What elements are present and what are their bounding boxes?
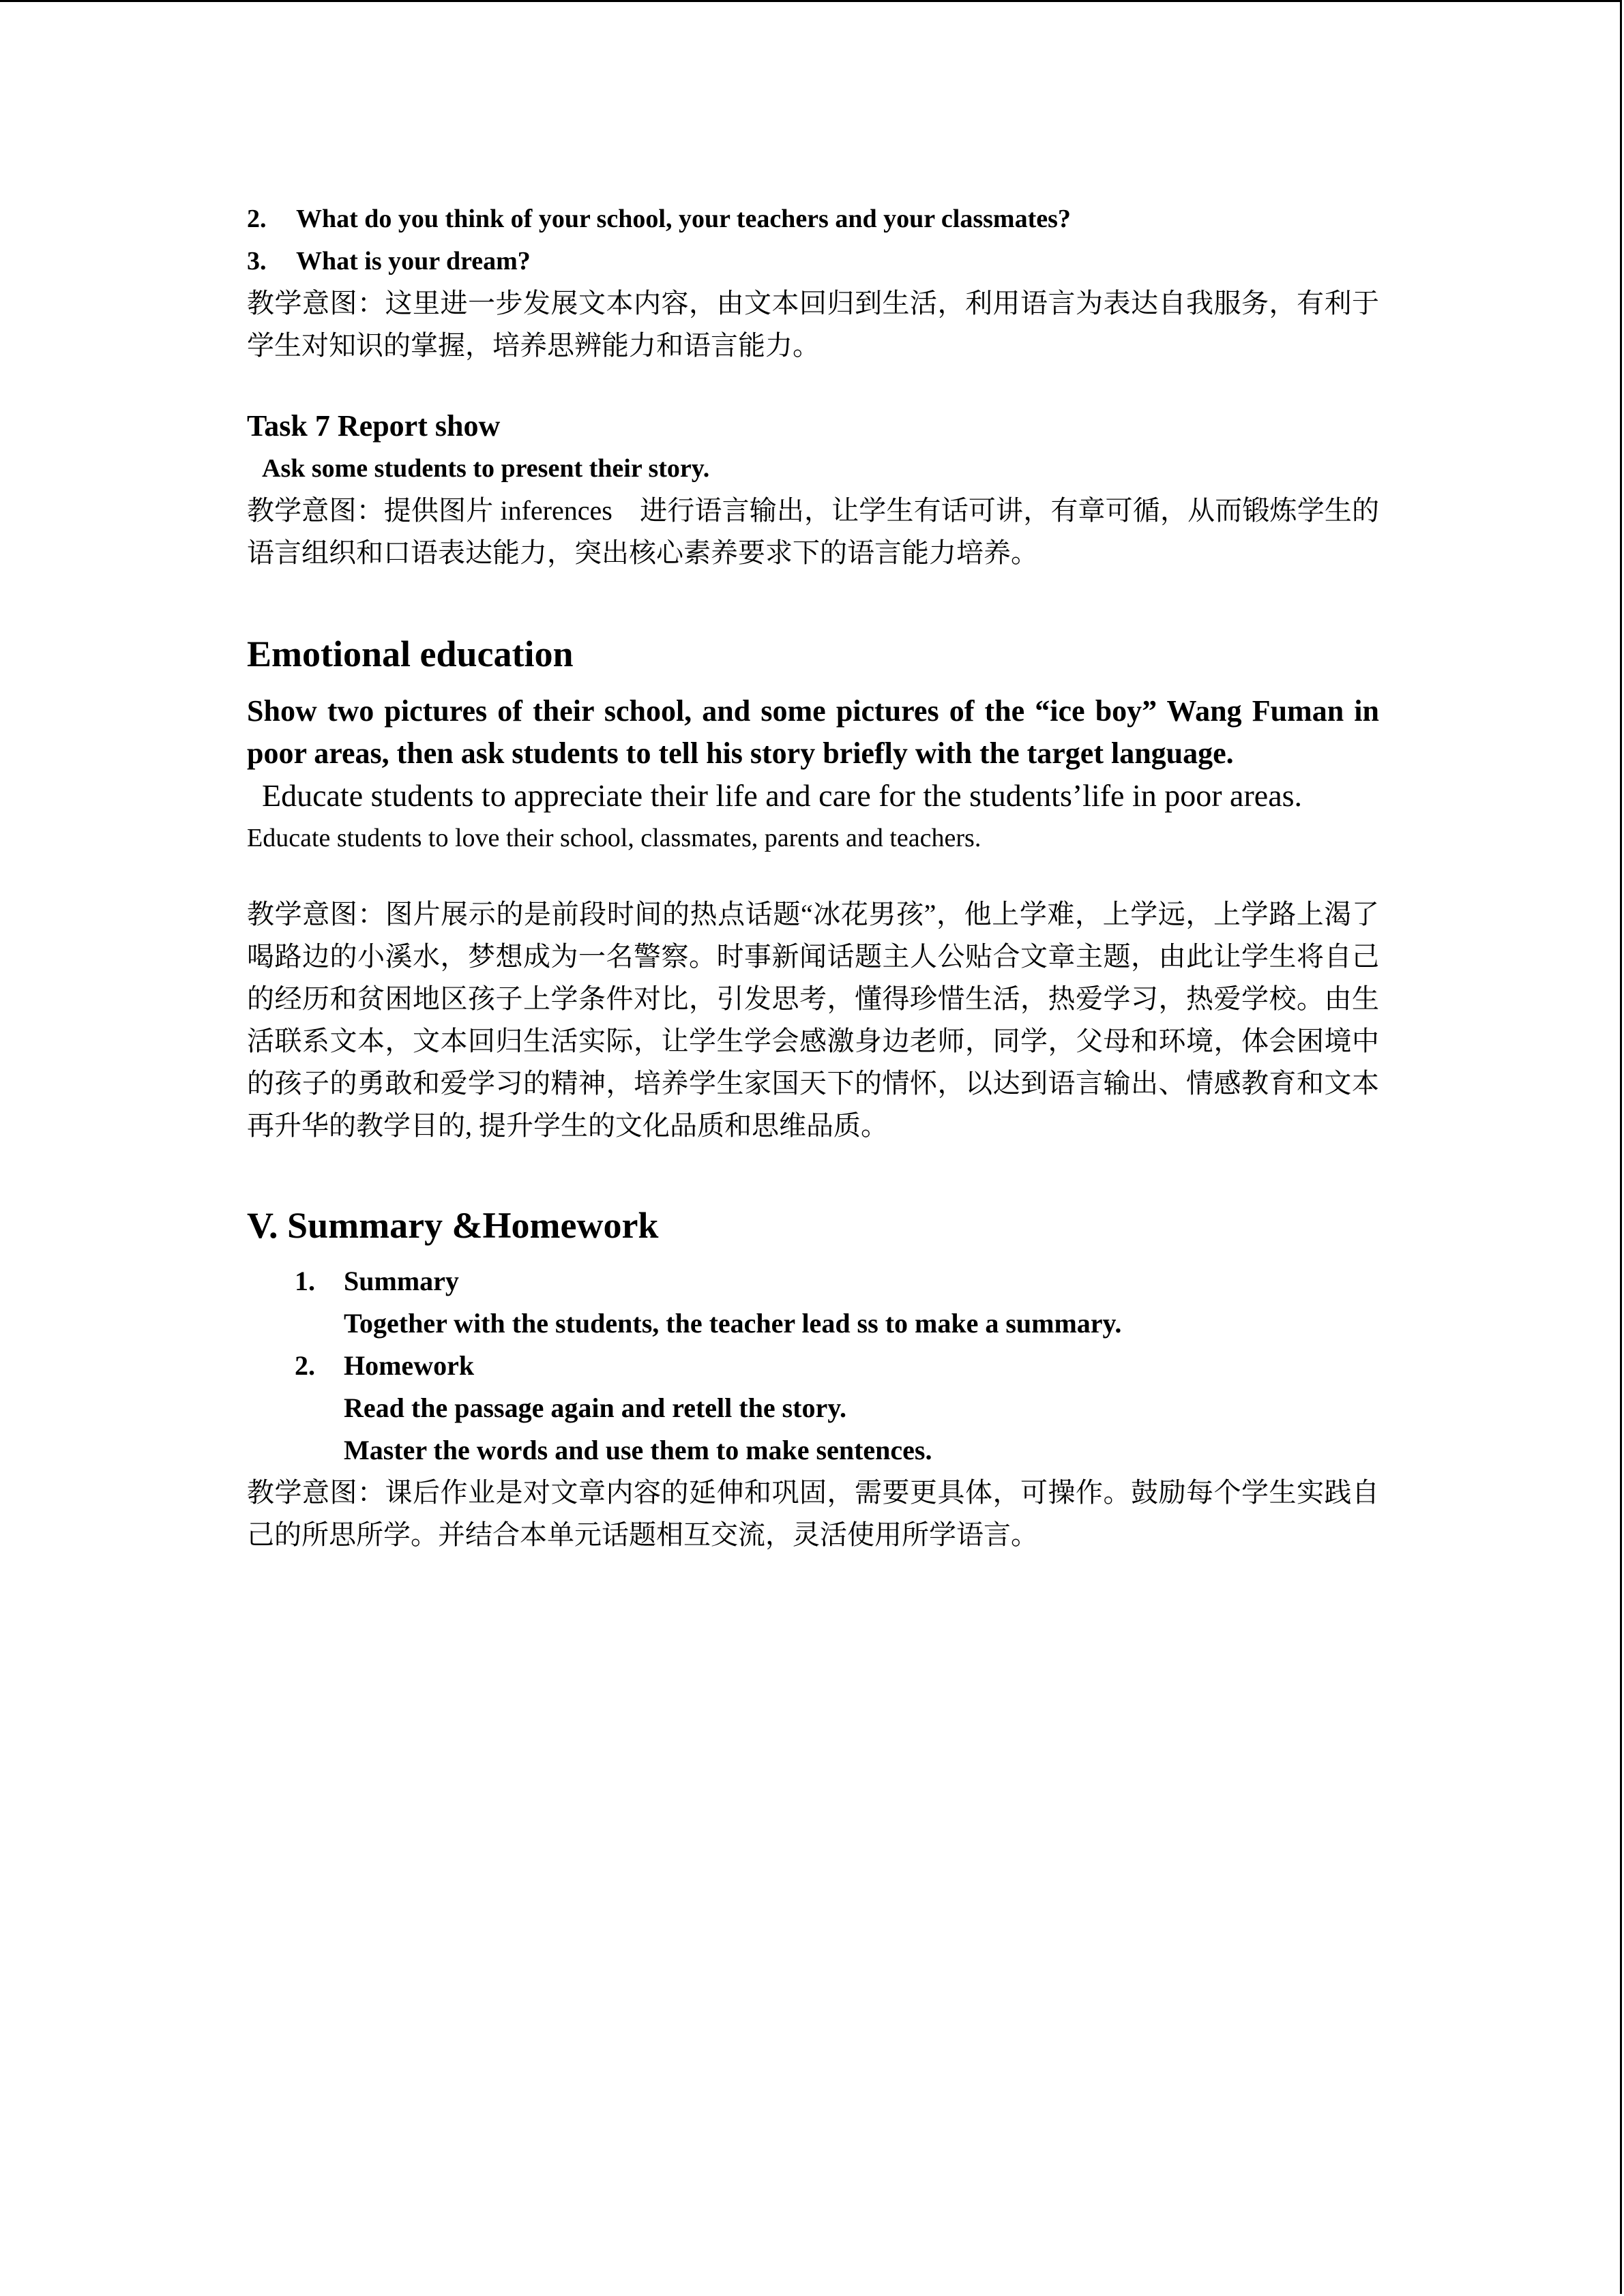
summary-intent-paragraph: 教学意图：课后作业是对文章内容的延伸和巩固，需要更具体，可操作。鼓励每个学生实践自己的所思所学。并结合本单元话题相互交流，灵活使用所学语言。 — [247, 1477, 1379, 1550]
emotional-activity-paragraph: Show two pictures of their school, and some pictures of the “ice boy” Wang Fuman in poor areas, then ask students to tell his story briefly with the target language. — [247, 694, 1379, 770]
question-text: What do you think of your school, your teachers and your classmates? — [296, 205, 1071, 233]
list-label: Homework — [344, 1350, 475, 1381]
question-text: What is your dream? — [296, 247, 531, 275]
emotional-education-heading: Emotional education — [247, 633, 574, 674]
question-number: 3. — [247, 247, 267, 275]
homework-task: Master the words and use them to make sentences. — [344, 1435, 932, 1465]
summary-homework-heading: V. Summary &Homework — [247, 1205, 659, 1246]
summary-description: Together with the students, the teacher lead ss to make a summary. — [344, 1308, 1122, 1339]
list-number: 2. — [295, 1350, 315, 1381]
emotional-goal-paragraph: Educate students to love their school, classmates, parents and teachers. — [247, 824, 981, 852]
homework-task: Read the passage again and retell the story. — [344, 1392, 847, 1423]
homework-list-item — [247, 1345, 1379, 1387]
list-label: Summary — [344, 1266, 459, 1296]
task7-heading: Task 7 Report show — [247, 409, 501, 443]
question-item — [247, 198, 1379, 240]
task7-intent-paragraph: 教学意图：提供图片 inferences 进行语言输出，让学生有话可讲，有章可循，从而锻炼学生的语言组织和口语表达能力，突出核心素养要求下的语言能力培养。 — [247, 495, 1379, 568]
summary-list-item — [247, 1260, 1379, 1302]
teaching-intent-paragraph: 教学意图：这里进一步发展文本内容，由文本回归到生活，利用语言为表达自我服务，有利于学生对知识的掌握，培养思辨能力和语言能力。 — [247, 288, 1379, 361]
document-body — [247, 198, 1379, 1556]
list-number: 1. — [295, 1266, 315, 1296]
emotional-goal-paragraph: Educate students to appreciate their life and care for the students’life in poor areas. — [262, 778, 1303, 813]
emotional-intent-paragraph: 教学意图：图片展示的是前段时间的热点话题“冰花男孩”，他上学难，上学远，上学路上渴了喝路边的小溪水，梦想成为一名警察。时事新闻话题主人公贴合文章主题，由此让学生将自己的经历和贫困地区孩子上学条件对比，引发思考，懂得珍惜生活，热爱学习，热爱学校。由生活联系文本，文本回归生活实际，让学生学会感激身边老师，同学，父母和环境，体会困境中的孩子的勇敢和爱学习的精神，培养学生家国天下的情怀，以达到语言输出、情感教育和文本再升华的教学目的, 提升学生的文化品质和思维品质。 — [247, 899, 1379, 1141]
question-number: 2. — [247, 205, 267, 233]
task7-subtitle: Ask some students to present their story. — [262, 454, 710, 483]
question-item — [247, 240, 1379, 282]
